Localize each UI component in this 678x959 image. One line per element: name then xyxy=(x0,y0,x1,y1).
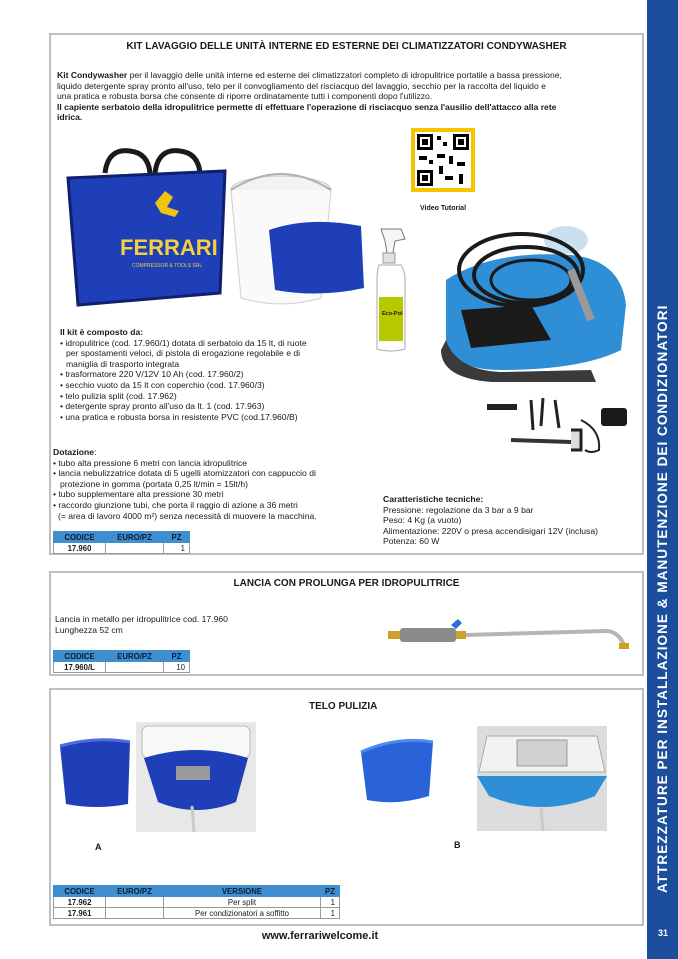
dotazione-item: • raccordo giunzione tubi, che porta il raggio di azione a 36 metri xyxy=(53,499,298,510)
table-row xyxy=(54,897,340,908)
video-tutorial-label: Video Tutorial xyxy=(419,205,467,212)
intro-line: liquido detergente spray pronto all'uso, telo per il convogliamento del risciacquo del lavaggio, secchio per la raccolta del liquido e xyxy=(57,80,546,91)
intro-line: una pratica e robusta borsa che consente di riporre ordinatamente tutti i componenti dopo l'utilizzo. xyxy=(57,91,433,102)
lance-image xyxy=(386,615,636,655)
version-cell: Per condizionatori a soffitto xyxy=(164,908,321,919)
accessories-image xyxy=(481,390,631,460)
table-header: VERSIONE xyxy=(164,886,321,897)
footer-url[interactable]: www.ferrariwelcome.it xyxy=(261,930,379,942)
table-header: CODICE xyxy=(54,651,106,662)
cloth-ceiling-installed-image xyxy=(477,726,607,831)
intro-brand: Kit Condywasher xyxy=(57,70,128,80)
kit-item: maniglia di trasporto integrata xyxy=(66,358,180,369)
kit-intro xyxy=(57,70,642,123)
kit-item: • detergente spray pronto all'uso da lt. 1 (cod. 17.963) xyxy=(60,401,265,412)
sidebar-title: ATTREZZATURE PER INSTALLAZIONE & MANUTENZIONE DEI CONDIZIONATORI xyxy=(655,304,670,893)
cloth-title: TELO PULIZIA xyxy=(309,701,378,712)
page-number: 31 xyxy=(657,928,668,938)
spray-label: Eco-Pol xyxy=(382,311,403,317)
kit-item: • una pratica e robusta borsa in resistente PVC (cod.17.960/B) xyxy=(60,411,298,422)
cloth-panel xyxy=(49,688,644,926)
intro-emphasis: Il capiente serbatoio della idropulitrice permette di effettuare l'operazione di risciacquo senza l'ausilio dell'attacco alla rete xyxy=(57,101,557,112)
price-cell xyxy=(106,662,164,673)
tech-spec: Peso: 4 Kg (a vuoto) xyxy=(383,515,462,526)
code-cell: 17.960/L xyxy=(54,662,106,673)
bag-tagline: COMPRESSOR & TOOLS SRL xyxy=(132,263,203,269)
dotazione-heading: Dotazione xyxy=(53,447,95,457)
bag-image xyxy=(60,143,230,308)
code-cell: 17.961 xyxy=(54,908,106,919)
intro-emphasis: idrica. xyxy=(57,112,83,123)
version-cell: Per split xyxy=(164,897,321,908)
table-row xyxy=(54,543,190,554)
qty-cell: 1 xyxy=(321,897,340,908)
code-cell: 17.962 xyxy=(54,897,106,908)
lance-title: LANCIA CON PROLUNGA PER IDROPULITRICE xyxy=(233,578,460,589)
kit-item: • telo pulizia split (cod. 17.962) xyxy=(60,390,177,401)
price-cell xyxy=(106,897,164,908)
tech-spec: Potenza: 60 W xyxy=(383,536,440,547)
tech-specs xyxy=(383,494,643,547)
table-header: EURO/PZ xyxy=(106,532,164,543)
table-row xyxy=(54,662,190,673)
price-cell xyxy=(106,908,164,919)
qr-code[interactable] xyxy=(411,128,475,192)
cloth-code-table xyxy=(53,885,340,919)
dotazione-item: • tubo supplementare alta pressione 30 metri xyxy=(53,489,224,500)
lance-line: Lunghezza 52 cm xyxy=(55,624,123,635)
kit-heading: Il kit è composto da: xyxy=(60,327,144,337)
qr-code-icon xyxy=(415,132,471,188)
tech-spec: Pressione: regolazione da 3 bar a 9 bar xyxy=(383,504,534,515)
lance-code-table xyxy=(53,650,190,673)
kit-code-table xyxy=(53,531,190,554)
qty-cell: 1 xyxy=(321,908,340,919)
tech-heading: Caratteristiche tecniche: xyxy=(383,494,484,504)
table-header: CODICE xyxy=(54,886,106,897)
cover-cloth xyxy=(269,222,364,294)
kit-item: per spostamenti veloci, di pistola di erogazione regolabile e di xyxy=(66,348,301,359)
bag-brand: FERRARI xyxy=(120,235,218,260)
kit-item: • secchio vuoto da 15 lt con coperchio (cod. 17.960/3) xyxy=(60,379,265,390)
bucket-image xyxy=(229,168,369,318)
lance-panel xyxy=(49,571,644,676)
table-header: PZ xyxy=(321,886,340,897)
kit-item: • trasformatore 220 V/12V 10 Ah (cod. 17.960/2) xyxy=(60,369,244,380)
dotazione-list: Dotazione: • tubo alta pressione 6 metri con lancia idropulitrice • lancia nebulizzatrice dotata di 5 ugelli atomizzatori con cappuccio di protezione in gomma (portata 0,25 lt/min = 15lt/h) • tubo supplementare alta pressione 30 metri • raccordo giunzione tubi, che porta il raggio di azione a 36 metri (= area di lavoro 4000 m²) senza necessità di muovere la macchina. xyxy=(53,447,393,521)
kit-item: • idropulitrice (cod. 17.960/1) dotata di serbatoio da 15 lt, di ruote xyxy=(60,337,307,348)
price-cell xyxy=(106,543,164,554)
kit-title: KIT LAVAGGIO DELLE UNITÀ INTERNE ED ESTERNE DEI CLIMATIZZATORI CONDYWASHER xyxy=(126,41,567,52)
table-row xyxy=(54,908,340,919)
kit-panel xyxy=(49,33,644,555)
qty-cell: 1 xyxy=(164,543,190,554)
table-header: EURO/PZ xyxy=(106,886,164,897)
label-a: A xyxy=(95,842,102,852)
table-header: CODICE xyxy=(54,532,106,543)
table-header: PZ xyxy=(164,532,190,543)
tech-spec: Alimentazione: 220V o presa accendisigari 12V (inclusa) xyxy=(383,525,598,536)
label-b: B xyxy=(454,840,461,850)
cloth-split-image xyxy=(56,732,136,812)
intro-line: per il lavaggio delle unità interne ed esterne dei climatizzatori completo di idropulitrice portatile a bassa pressione, xyxy=(127,70,562,80)
table-header: PZ xyxy=(164,651,190,662)
cloth-ceiling-image xyxy=(357,734,437,809)
kit-contents xyxy=(60,327,390,422)
table-header: EURO/PZ xyxy=(106,651,164,662)
code-cell: 17.960 xyxy=(54,543,106,554)
lance-description xyxy=(55,614,355,635)
dotazione-item: • lancia nebulizzatrice dotata di 5 ugelli atomizzatori con cappuccio di xyxy=(53,468,316,479)
dotazione-item: protezione in gomma (portata 0,25 lt/min = 15lt/h) xyxy=(60,478,248,489)
cloth-split-installed-image xyxy=(136,722,256,832)
qty-cell: 10 xyxy=(164,662,190,673)
lance-line: Lancia in metallo per idropulitrice cod. 17.960 xyxy=(55,614,228,624)
dotazione-item: • tubo alta pressione 6 metri con lancia idropulitrice xyxy=(53,457,248,468)
pressure-washer-image xyxy=(431,210,641,385)
dotazione-item: (= area di lavoro 4000 m²) senza necessità di muovere la macchina. xyxy=(58,510,317,521)
